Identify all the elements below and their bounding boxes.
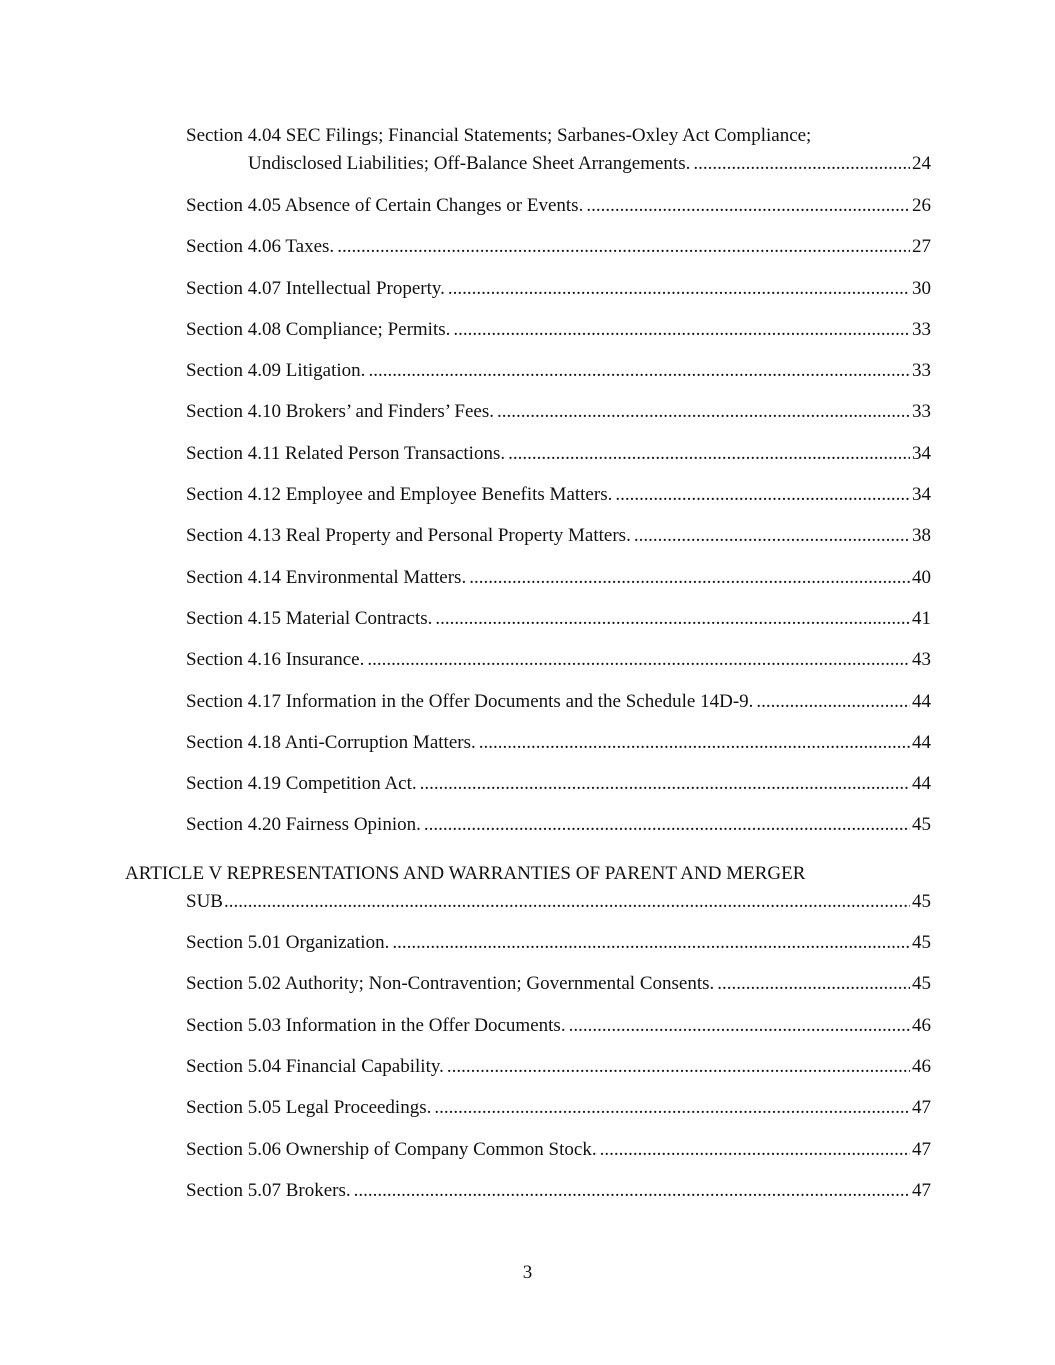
toc-entry-page: 45 (912, 814, 931, 835)
toc-entry-page: 44 (912, 732, 931, 753)
toc-entry-5-01[interactable] (186, 929, 931, 957)
toc-entry-page: 40 (912, 567, 931, 588)
toc-entry-page: 43 (912, 649, 931, 670)
toc-article-v[interactable] (125, 860, 931, 916)
dot-leader (569, 1012, 910, 1040)
toc-article-label-continued: SUB (186, 891, 223, 912)
toc-entry-label: Section 4.11 Related Person Transactions. (186, 443, 506, 464)
toc-entry-label: Section 4.12 Employee and Employee Benefits Matters. (186, 484, 613, 505)
dot-leader (424, 811, 910, 839)
toc-entry-label: Section 4.09 Litigation. (186, 360, 366, 381)
toc-entry-4-05[interactable] (186, 192, 931, 220)
toc-entry-page: 33 (912, 319, 931, 340)
toc-entry-label: Section 5.03 Information in the Offer Documents. (186, 1015, 566, 1036)
dot-leader (497, 398, 910, 426)
dot-leader (693, 150, 910, 178)
toc-entry-label: Section 4.15 Material Contracts. (186, 608, 433, 629)
toc-entry-label: Section 4.07 Intellectual Property. (186, 278, 445, 299)
toc-entry-page: 24 (912, 153, 931, 174)
toc-entry-label: Section 4.20 Fairness Opinion. (186, 814, 421, 835)
toc-entry-4-16[interactable] (186, 646, 931, 674)
dot-leader (448, 275, 910, 303)
toc-entry-page: 45 (912, 973, 931, 994)
toc-entry-label: Section 5.01 Organization. (186, 932, 390, 953)
dot-leader (224, 888, 910, 916)
toc-entry-label: Section 4.17 Information in the Offer Documents and the Schedule 14D-9. (186, 691, 754, 712)
toc-entry-4-11[interactable] (186, 440, 931, 468)
dot-leader (354, 1177, 910, 1205)
toc-entry-label: Section 4.06 Taxes. (186, 236, 335, 257)
toc-entry-page: 41 (912, 608, 931, 629)
toc-entry-label: Section 4.14 Environmental Matters. (186, 567, 467, 588)
toc-entry-page: 30 (912, 278, 931, 299)
dot-leader (600, 1136, 910, 1164)
toc-entry-5-07[interactable] (186, 1177, 931, 1205)
toc-entry-5-02[interactable] (186, 970, 931, 998)
dot-leader (447, 1053, 910, 1081)
toc-entry-page: 38 (912, 525, 931, 546)
dot-leader (435, 605, 910, 633)
dot-leader (756, 688, 910, 716)
toc-entry-page: 34 (912, 484, 931, 505)
toc-entry-label: Section 4.13 Real Property and Personal Property Matters. (186, 525, 631, 546)
toc-entry-label: Section 5.06 Ownership of Company Common Stock. (186, 1139, 597, 1160)
toc-entry-4-08[interactable] (186, 316, 931, 344)
toc-entry-label: Section 4.19 Competition Act. (186, 773, 417, 794)
dot-leader (434, 1094, 910, 1122)
toc-entry-page: 46 (912, 1056, 931, 1077)
toc-article-label: ARTICLE V REPRESENTATIONS AND WARRANTIES OF PARENT AND MERGER (125, 863, 806, 884)
toc-entry-label: Section 4.10 Brokers’ and Finders’ Fees. (186, 401, 494, 422)
page-number: 3 (522, 1262, 533, 1283)
toc-entry-label: Section 4.05 Absence of Certain Changes or Events. (186, 195, 584, 216)
dot-leader (337, 233, 910, 261)
toc-entry-page: 45 (912, 932, 931, 953)
toc-entry-5-03[interactable] (186, 1012, 931, 1040)
toc-entry-4-10[interactable] (186, 398, 931, 426)
toc-entry-4-20[interactable] (186, 811, 931, 839)
toc-entry-label: Section 5.07 Brokers. (186, 1180, 351, 1201)
toc-entry-label: Section 4.08 Compliance; Permits. (186, 319, 451, 340)
toc-entry-page: 26 (912, 195, 931, 216)
toc-entry-page: 47 (912, 1139, 931, 1160)
dot-leader (615, 481, 910, 509)
toc-entry-4-06[interactable] (186, 233, 931, 261)
toc-entry-label: Section 5.05 Legal Proceedings. (186, 1097, 432, 1118)
toc-entry-4-17[interactable] (186, 688, 931, 716)
toc-entry-4-07[interactable] (186, 275, 931, 303)
toc-entry-4-18[interactable] (186, 729, 931, 757)
dot-leader (392, 929, 910, 957)
toc-entry-4-09[interactable] (186, 357, 931, 385)
toc-entry-page: 27 (912, 236, 931, 257)
toc-entry-page: 47 (912, 1180, 931, 1201)
dot-leader (717, 970, 910, 998)
dot-leader (453, 316, 910, 344)
toc-entry-label: Section 4.16 Insurance. (186, 649, 365, 670)
toc-entry-label: Section 4.04 SEC Filings; Financial Statements; Sarbanes-Oxley Act Compliance; (186, 125, 812, 146)
toc-entry-4-14[interactable] (186, 564, 931, 592)
toc-article-page: 45 (912, 891, 931, 912)
dot-leader (368, 357, 910, 385)
toc-entry-page: 33 (912, 401, 931, 422)
toc-entry-page: 46 (912, 1015, 931, 1036)
toc-entry-5-04[interactable] (186, 1053, 931, 1081)
toc-entry-page: 47 (912, 1097, 931, 1118)
dot-leader (469, 564, 910, 592)
toc-entry-label: Section 4.18 Anti-Corruption Matters. (186, 732, 476, 753)
dot-leader (367, 646, 910, 674)
dot-leader (479, 729, 910, 757)
toc-entry-5-06[interactable] (186, 1136, 931, 1164)
toc-entry-label: Section 5.02 Authority; Non-Contravention; Governmental Consents. (186, 973, 715, 994)
dot-leader (508, 440, 910, 468)
toc-entry-page: 33 (912, 360, 931, 381)
toc-entry-4-12[interactable] (186, 481, 931, 509)
dot-leader (586, 192, 910, 220)
dot-leader (420, 770, 910, 798)
dot-leader (634, 522, 910, 550)
toc-entry-page: 44 (912, 691, 931, 712)
toc-entry-label: Section 5.04 Financial Capability. (186, 1056, 444, 1077)
toc-entry-4-04[interactable] (186, 122, 931, 178)
toc-entry-4-19[interactable] (186, 770, 931, 798)
toc-entry-5-05[interactable] (186, 1094, 931, 1122)
toc-entry-4-15[interactable] (186, 605, 931, 633)
toc-entry-page: 34 (912, 443, 931, 464)
toc-entry-label-continued: Undisclosed Liabilities; Off-Balance Sheet Arrangements. (248, 153, 691, 174)
toc-entry-page: 44 (912, 773, 931, 794)
toc-entry-4-13[interactable] (186, 522, 931, 550)
